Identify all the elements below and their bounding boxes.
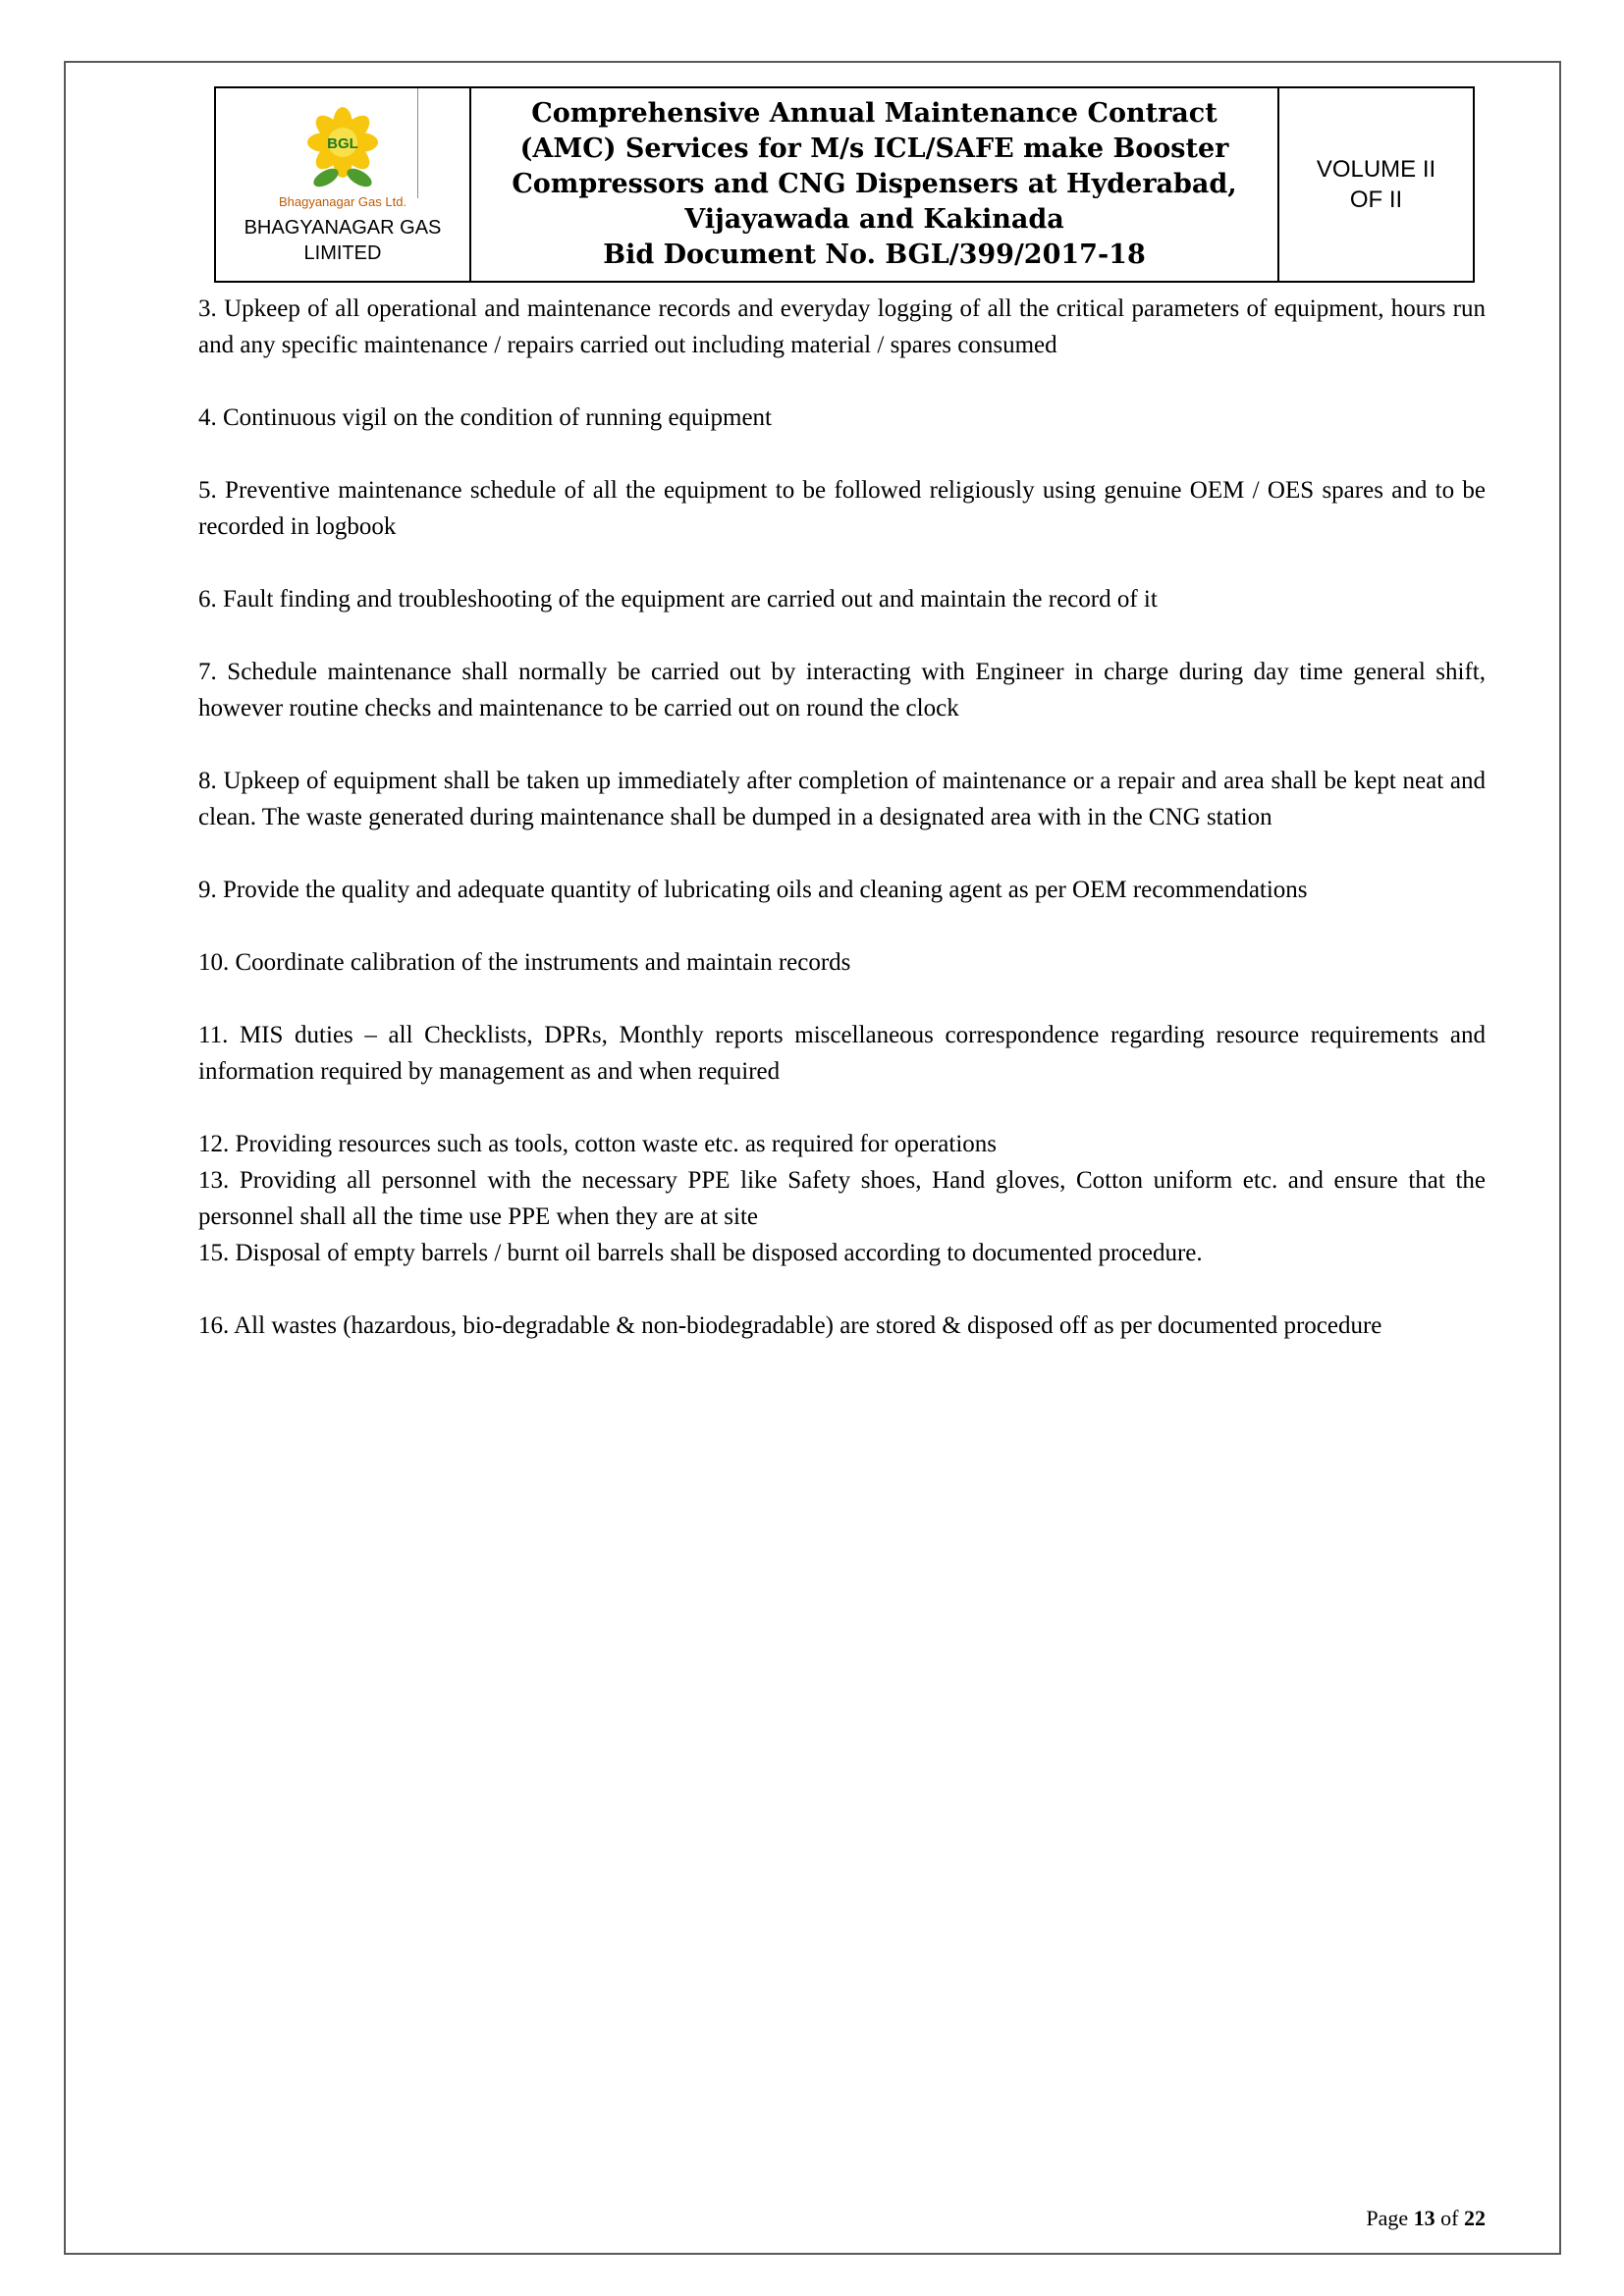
body-paragraph: 4. Continuous vigil on the condition of running equipment: [198, 404, 772, 431]
page-footer: [198, 2205, 1486, 2232]
body-paragraph: 12. Providing resources such as tools, cotton waste etc. as required for operations: [198, 1131, 997, 1157]
body-paragraph: 3. Upkeep of all operational and maintenance records and everyday logging of all the critical parameters of equipment, hours run and any specific maintenance / repairs carried out including material / spares consumed: [198, 295, 1486, 358]
body-paragraph: 10. Coordinate calibration of the instruments and maintain records: [198, 949, 851, 976]
page-total: 22: [1464, 2206, 1486, 2230]
bgl-logo-icon: [289, 103, 397, 193]
logo-tagline: Bhagyanagar Gas Ltd.: [278, 194, 407, 209]
body-paragraph: 7. Schedule maintenance shall normally be carried out by interacting with Engineer in charge during day time general shift, however routine checks and maintenance to be carried out on round the clock: [198, 659, 1486, 721]
page-number: 13: [1413, 2206, 1435, 2230]
title-cell: [471, 88, 1279, 281]
document-title-line: Compressors and CNG Dispensers at Hyderabad,: [512, 169, 1237, 199]
document-title-line: (AMC) Services for M/s ICL/SAFE make Booster: [519, 133, 1229, 164]
page-footer-separator: of: [1435, 2206, 1464, 2230]
body-paragraph: 5. Preventive maintenance schedule of all the equipment to be followed religiously using genuine OEM / OES spares and to be recorded in logbook: [198, 477, 1486, 540]
volume-label-line1: VOLUME II: [1316, 156, 1436, 183]
company-name-line2: LIMITED: [303, 242, 382, 264]
document-title-line: Vijayawada and Kakinada: [684, 204, 1064, 235]
document-header: [214, 86, 1475, 283]
body-paragraph: 16. All wastes (hazardous, bio-degradable & non-biodegradable) are stored & disposed off as per documented procedure: [198, 1312, 1382, 1339]
document-title-line: Comprehensive Annual Maintenance Contract: [531, 98, 1218, 129]
document-body: [198, 291, 1486, 1380]
logo-cell: [216, 88, 471, 281]
page-footer-prefix: Page: [1366, 2206, 1414, 2230]
company-name-line1: BHAGYANAGAR GAS: [244, 217, 442, 239]
company-name: [244, 215, 442, 266]
body-paragraph: 11. MIS duties – all Checklists, DPRs, Monthly reports miscellaneous correspondence regarding resource requirements and information required by management as and when required: [198, 1022, 1486, 1085]
body-paragraph: 6. Fault finding and troubleshooting of the equipment are carried out and maintain the record of it: [198, 586, 1158, 613]
volume-cell: [1279, 88, 1473, 281]
body-paragraph: 9. Provide the quality and adequate quantity of lubricating oils and cleaning agent as per OEM recommendations: [198, 877, 1308, 903]
body-paragraph: 8. Upkeep of equipment shall be taken up immediately after completion of maintenance or a repair and area shall be kept neat and clean. The waste generated during maintenance shall be dumped in a designated area with in the CNG station: [198, 768, 1486, 830]
body-paragraph: 15. Disposal of empty barrels / burnt oil barrels shall be disposed according to documented procedure.: [198, 1240, 1203, 1266]
logo-monogram: BGL: [327, 135, 358, 152]
logo-cell-divider: [417, 88, 418, 198]
body-paragraph: 13. Providing all personnel with the necessary PPE like Safety shoes, Hand gloves, Cotton uniform etc. and ensure that the personnel shall all the time use PPE when they are at site: [198, 1167, 1486, 1230]
volume-label-line2: OF II: [1349, 187, 1403, 213]
bid-document-number: Bid Document No. BGL/399/2017-18: [603, 240, 1146, 270]
